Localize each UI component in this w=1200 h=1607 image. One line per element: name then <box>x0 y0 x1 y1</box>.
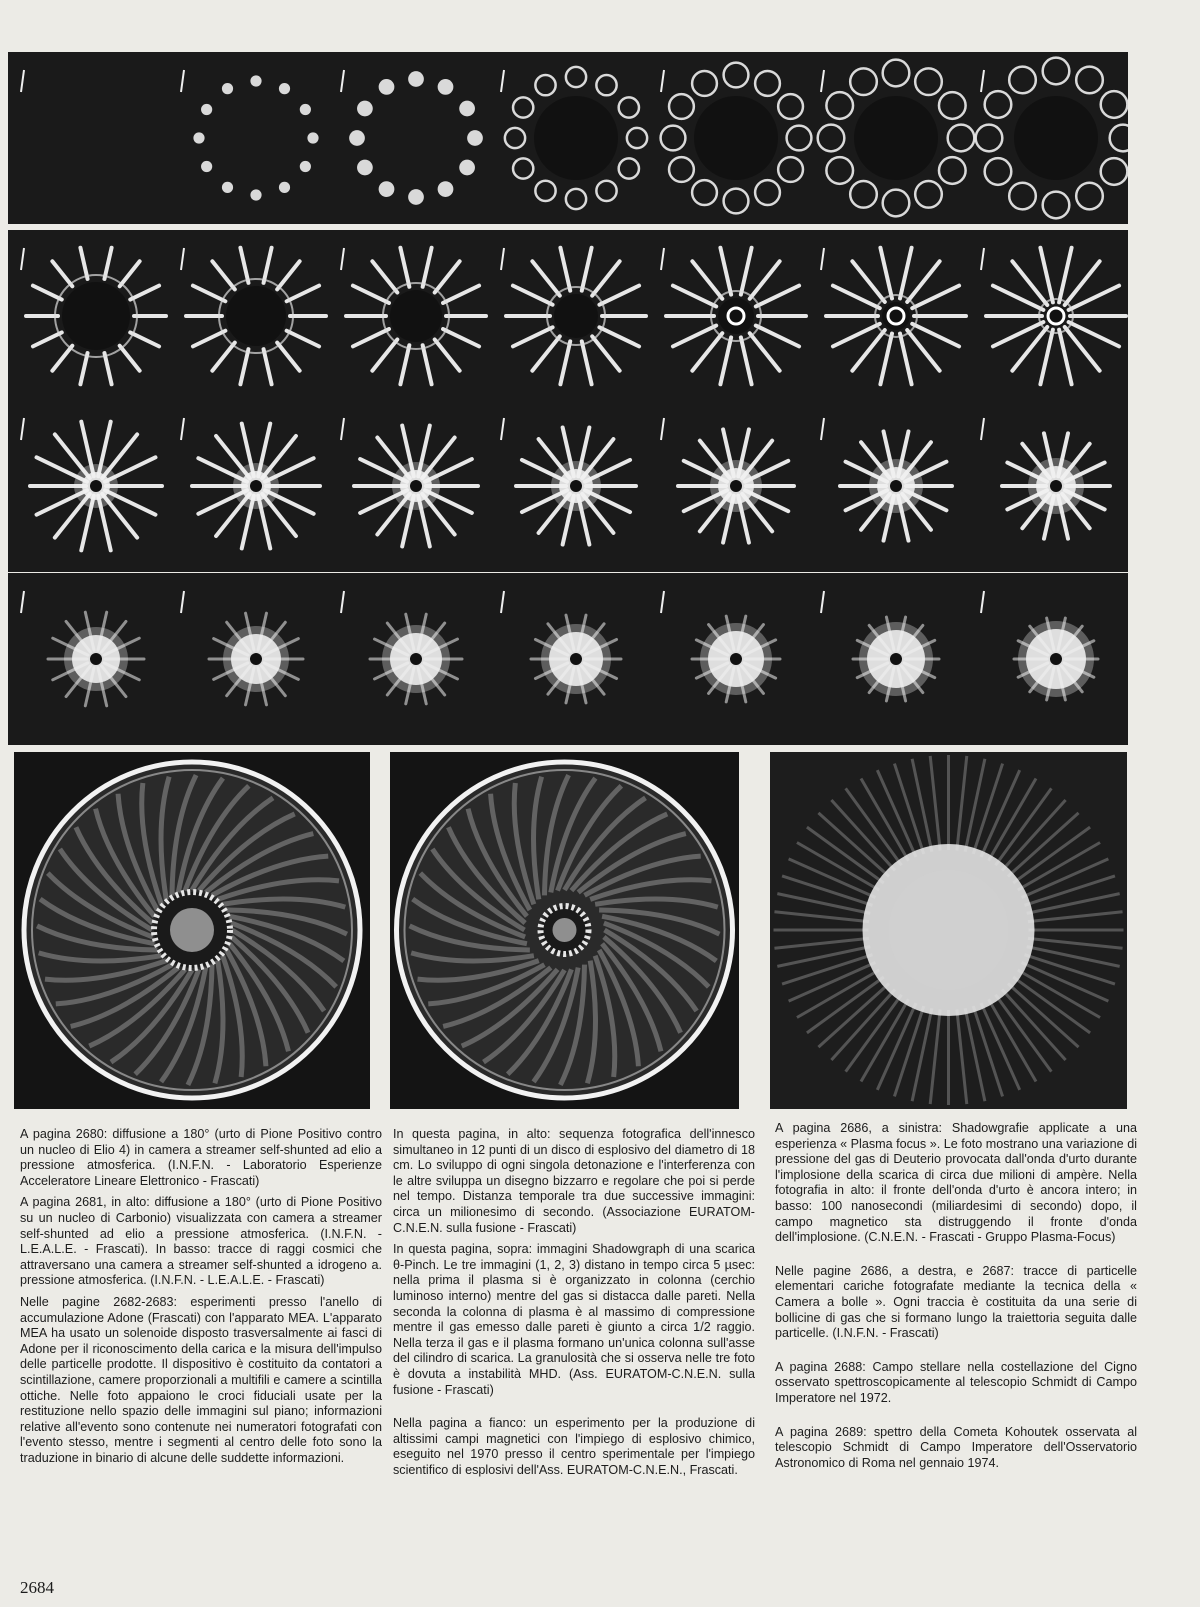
film-frame <box>181 70 319 201</box>
film-frame <box>181 591 303 705</box>
film-frame <box>341 70 483 205</box>
film-frame <box>818 60 975 217</box>
film-frame <box>981 591 1098 700</box>
caption-paragraph: Nella pagina a fianco: un esperimento per la produzione di altissimi campi magnetici con l'impiego di esplosivo chimico, eseguito nel 1970 presso il centro sperimentale per l'impiego scientifico di esplosivi dell'Ass. EURATOM-C.N.E.N., Frascati. <box>393 1416 755 1477</box>
caption-paragraph: A pagina 2686, a sinistra: Shadowgrafie applicate a una esperienza « Plasma focus ». Le foto mostrano una variazione di pressione del gas di Deuterio provocata dall'onda d'urto durante l'implosione della scarica di circa due milioni di ampère. Nella fotografia in alto: il fronte dell'onda d'urto è ancora intero; in basso: 100 nanosecondi (miliardesimi di secondo) dopo, il campo magnetico sta distruggendo il fronte d'onda dell'implosione. (C.N.E.N. - Frascati - Gruppo Plasma-Focus) <box>775 1121 1137 1245</box>
filmstrip-row-3 <box>8 400 1128 572</box>
film-frame <box>501 67 647 209</box>
page-number: 2684 <box>20 1578 54 1597</box>
film-frame <box>821 591 939 701</box>
shadowgraph-photo-1 <box>14 752 370 1109</box>
film-frame <box>341 418 478 546</box>
film-frame <box>976 58 1128 219</box>
film-frame <box>661 248 806 384</box>
film-frame <box>21 418 162 550</box>
film-frame <box>341 591 462 704</box>
film-frame <box>501 591 621 703</box>
film-frame <box>21 591 144 706</box>
film-frame <box>981 418 1110 539</box>
film-frame <box>181 248 326 384</box>
caption-paragraph: A pagina 2681, in alto: diffusione a 180° (urto di Pione Positivo su un nucleo di Carbonio) visualizzata con camera a streamer self-shunted ad elio a pressione atmosferica. (I.N.F.N. - L.E.A.L.E. - Frascati). In basso: tracce di raggi cosmici che attraversano una camera a streamer self-shunted a idrogeno a. pressione atmosferica. (I.N.F.N. - L.E.A.L.E. - Frascati) <box>20 1195 382 1288</box>
filmstrip-row-2 <box>8 230 1128 402</box>
film-frame <box>661 418 794 543</box>
filmstrip-row-4 <box>8 573 1128 745</box>
caption-paragraph: A pagina 2689: spettro della Cometa Kohoutek osservata al telescopio Schmidt di Campo Imperatore dell'Osservatorio Astronomico di Roma nel gennaio 1974. <box>775 1424 1137 1470</box>
caption-paragraph: A pagina 2680: diffusione a 180° (urto di Pione Positivo contro un nucleo di Elio 4) in camera a streamer self-shunted ad elio a pressione atmosferica. (I.N.F.N. - Laboratorio Esperienze Acceleratore Lineare Elettronico - Frascati) <box>20 1127 382 1188</box>
caption-column-3 <box>775 1121 1137 1477</box>
film-frame <box>21 248 166 384</box>
caption-column-1 <box>20 1127 382 1472</box>
film-frame <box>501 418 636 544</box>
caption-paragraph: In questa pagina, sopra: immagini Shadowgraph di una scarica θ-Pinch. Le tre immagini (1, 2, 3) distano in tempo circa 5 µsec: nella prima il plasma si è organizzato in colonna (cerchio luminoso interno) mentre del gas si distacca dalle pareti. Nella seconda la colonna di plasma è al massimo di compressione mentre il gas emesso dalle pareti è giunto a circa 1/2 raggio. Nella terza il gas e il plasma formano un'unica colonna sull'asse del cilindro di scarica. La granulosità che si osserva nelle tre foto è dovuta a instabilità MHD. (Ass. EURATOM-C.N.E.N. sulla fusione - Frascati) <box>393 1242 755 1397</box>
film-frame <box>821 248 966 384</box>
film-frame <box>21 70 24 92</box>
caption-column-2 <box>393 1127 755 1484</box>
caption-paragraph: Nelle pagine 2682-2683: esperimenti presso l'anello di accumulazione Adone (Frascati) con l'apparato MEA. L'apparato MEA ha usato un solenoide disposto trasversalmente ai fasci di Adone per il riconoscimento della carica e la misura dell'impulso delle particelle prodotte. Il dispositivo è costituito da contatori a scintillazione, camere proporzionali a multifili e camere a scintilla ottiche. Nelle foto appaiono le croci fiduciali usate per la restituzione nello spazio delle immagini sul piano; informazioni relative all'evento sono contenute nei numeratori fotografati con l'evento stesso, mentre i segmenti al centro delle foto sono la traduzione in binario di alcune delle suddette informazioni. <box>20 1294 382 1465</box>
shadowgraph-photo-2 <box>390 752 739 1109</box>
caption-paragraph: Nelle pagine 2686, a destra, e 2687: tracce di particelle elementari cariche fotografate mediante la tecnica della « Camera a bolle ». Ogni traccia è costituita da una serie di bollicine di gas che si formano lungo la traiettoria seguita dalle particelle. (I.N.F.N. - Frascati) <box>775 1263 1137 1341</box>
film-frame <box>181 418 320 548</box>
film-frame <box>661 591 780 702</box>
film-frame <box>661 63 812 214</box>
film-frame <box>341 248 486 384</box>
shadowgraph-photo-3 <box>770 752 1127 1109</box>
filmstrip-row-1 <box>8 52 1128 224</box>
film-frame <box>981 248 1126 384</box>
caption-paragraph: In questa pagina, in alto: sequenza fotografica dell'innesco simultaneo in 12 punti di un disco di esplosivo del diametro di 18 cm. Lo sviluppo di ogni singola detonazione e l'interferenza con le altre sviluppa un disegno bizzarro e regolare che poi si perde nel tempo. Distanza temporale tra due successive immagini: circa un milionesimo di secondo. (Associazione EURATOM-C.N.E.N. sulla fusione - Frascati) <box>393 1127 755 1235</box>
film-frame <box>501 248 646 384</box>
film-frame <box>821 418 952 541</box>
caption-paragraph: A pagina 2688: Campo stellare nella costellazione del Cigno osservato spettroscopicamente al telescopio Schmidt di Campo Imperatore nel 1972. <box>775 1359 1137 1405</box>
